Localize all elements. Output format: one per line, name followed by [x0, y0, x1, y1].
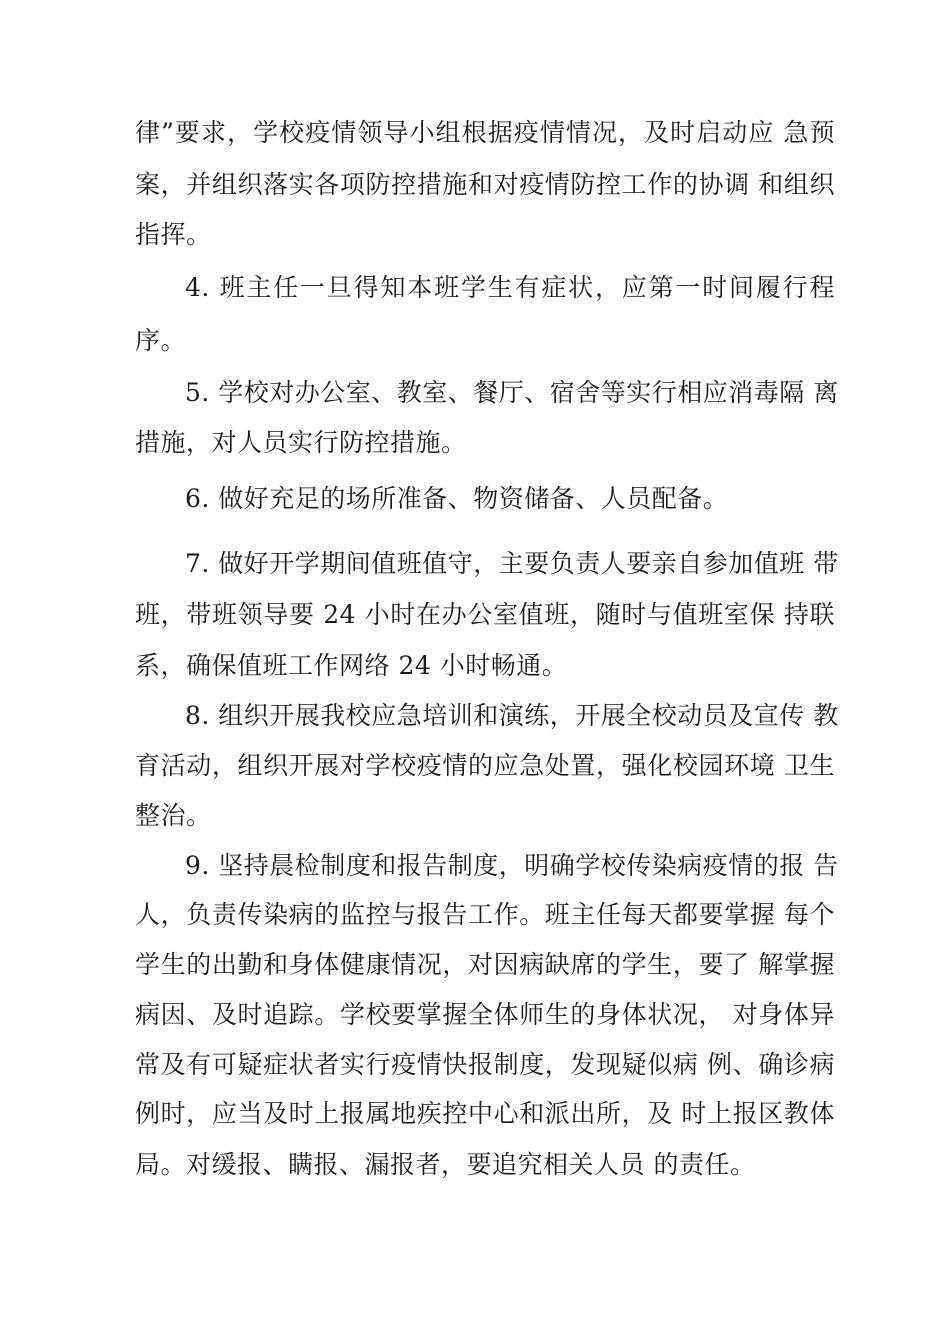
text-line: 学生的出勤和身体健康情况，对因病缺席的学生，要了 解掌握	[135, 950, 835, 979]
text-line: 整治。	[135, 801, 212, 830]
text-line: 育活动，组织开展对学校疫情的应急处置，强化校园环境 卫生	[135, 751, 835, 780]
text-line: 措施，对人员实行防控措施。	[135, 428, 467, 457]
text-line: 序。	[135, 326, 187, 355]
text-line: 班，带班领导要 24 小时在办公室值班，随时与值班室保 持联	[135, 600, 835, 629]
text-line: 8. 组织开展我校应急培训和演练，开展全校动员及宣传 教	[185, 701, 839, 730]
text-line: 常及有可疑症状者实行疫情快报制度，发现疑似病 例、确诊病	[135, 1050, 835, 1079]
text-line: 病因、及时追踪。学校要掌握全体师生的身体状况， 对身体异	[135, 1000, 835, 1029]
text-line: 7. 做好开学期间值班值守，主要负责人要亲自参加值班 带	[185, 549, 839, 578]
text-line: 人，负责传染病的监控与报告工作。班主任每天都要掌握 每个	[135, 900, 835, 929]
text-line: 局。对缓报、瞒报、漏报者，要追究相关人员 的责任。	[135, 1150, 756, 1179]
text-line: 律”要求，学校疫情领导小组根据疫情情况，及时启动应 急预	[135, 118, 835, 147]
text-line: 4. 班主任一旦得知本班学生有症状，应第一时间履行程	[185, 273, 835, 302]
text-line: 案，并组织落实各项防控措施和对疫情防控工作的协调 和组织	[135, 170, 835, 199]
text-line: 指挥。	[135, 220, 212, 249]
text-line: 系，确保值班工作网络 24 小时畅通。	[135, 651, 568, 680]
text-line: 5. 学校对办公室、教室、餐厅、宿舍等实行相应消毒隔 离	[185, 378, 839, 407]
text-line: 9. 坚持晨检制度和报告制度，明确学校传染病疫情的报 告	[185, 851, 839, 880]
text-line: 例时，应当及时上报属地疾控中心和派出所，及 时上报区教体	[135, 1099, 835, 1128]
text-line: 6. 做好充足的场所准备、物资储备、人员配备。	[185, 484, 729, 513]
